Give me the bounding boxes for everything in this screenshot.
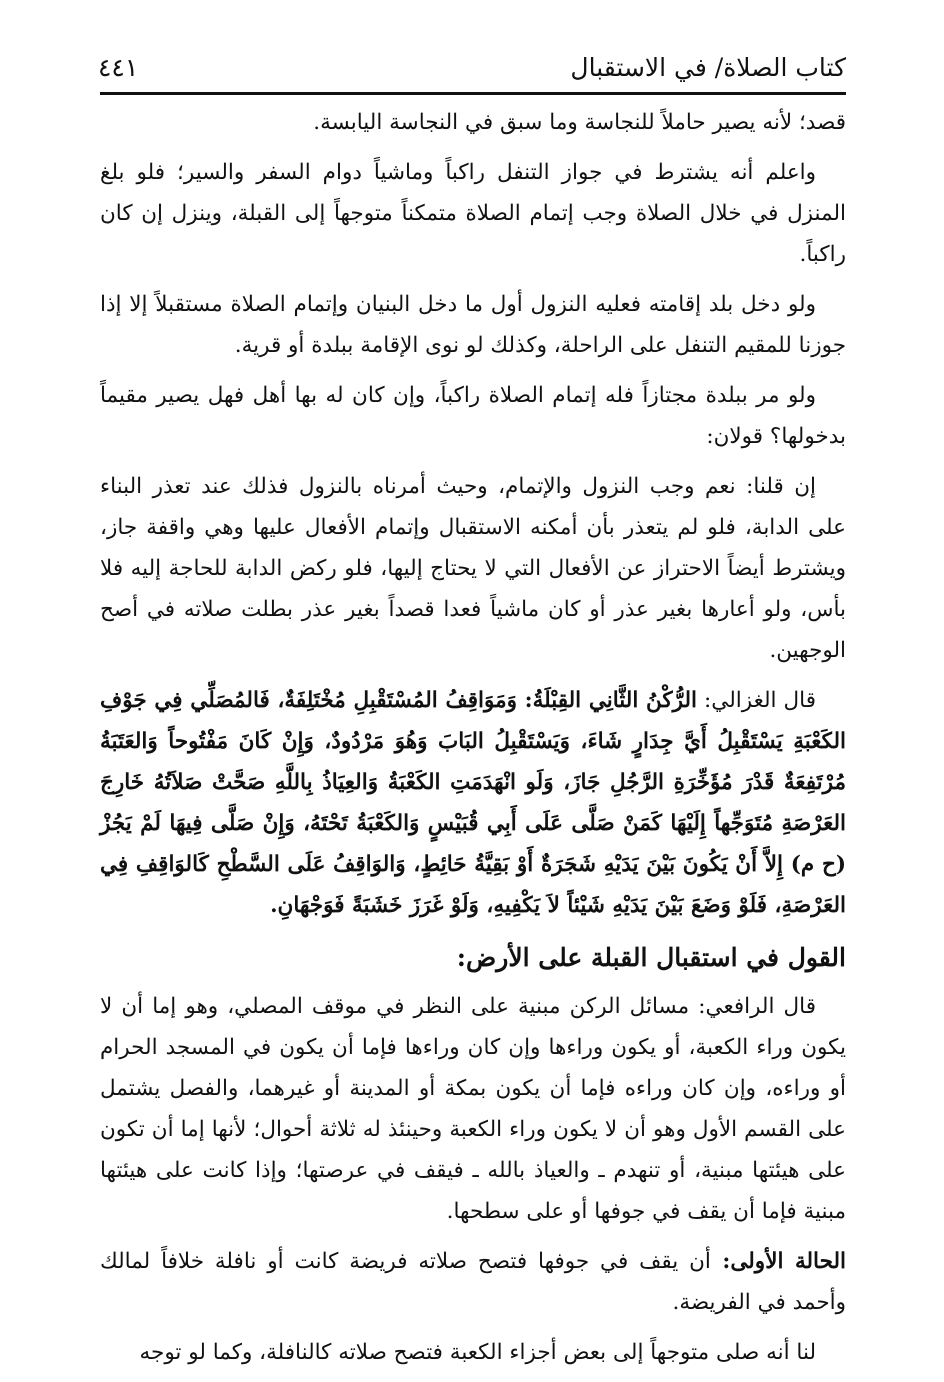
paragraph-1: قصد؛ لأنه يصير حاملاً للنجاسة وما سبق في النجاسة اليابسة. [313,110,846,135]
ghazali-paragraph [100,680,846,926]
case-one-text: أن يقف في جوفها فتصح صلاته فريضة كانت أو نافلة خلافاً لمالك وأحمد في الفريضة. [100,1249,846,1315]
paragraph-5: إن قلنا: نعم وجب النزول والإتمام، وحيث أمرناه بالنزول فذلك عند تعذر البناء على الدابة، فلو لم يتعذر بأن أمكنه الاستقبال وإتمام الأفعال عليها وهي واقفة جاز، ويشترط أيضاً الاحتراز عن الأفعال التي لا يحتاج إليها، فلو ركض الدابة للحاجة إليه فلا بأس، ولو أعارها بغير عذر أو كان ماشياً فعدا قصداً بغير عذر بطلت صلاته في أصح الوجهين. [100,474,846,663]
page-number: ٤٤١ [98,53,139,82]
ghazali-intro: قال الغزالي: [697,688,816,713]
header-rule [100,92,846,95]
paragraph-4: ولو مر ببلدة مجتازاً فله إتمام الصلاة راكباً، وإن كان له بها أهل فهل يصير مقيماً بدخولها؟ قولان: [100,383,846,449]
section-heading: القول في استقبال القبلة على الأرض: [456,943,846,972]
header-title: كتاب الصلاة/ في الاستقبال [570,53,846,82]
page-body [100,102,846,1382]
paragraph-8: لنا أنه صلى متوجهاً إلى بعض أجزاء الكعبة فتصح صلاته كالنافلة، وكما لو توجه [139,1340,816,1365]
paragraph-2: واعلم أنه يشترط في جواز التنفل راكباً وماشياً دوام السفر والسير؛ فلو بلغ المنزل في خلال الصلاة وجب إتمام الصلاة متمكناً متوجهاً إلى القبلة، وينزل إن كان راكباً. [100,160,846,267]
paragraph-6: قال الرافعي: مسائل الركن مبنية على النظر في موقف المصلي، وهو إما أن لا يكون وراء الكعبة، أو يكون وراءها وإن كان وراءها فإما أن يكون في المسجد الحرام أو وراءه، وإن كان وراءه فإما أن يكون بمكة أو المدينة أو غيرهما، والفصل يشتمل على القسم الأول وهو أن لا يكون وراء الكعبة وحينئذ له ثلاثة أحوال؛ لأنها إما أن تكون على هيئتها مبنية، أو تنهدم ـ والعياذ بالله ـ فيقف في عرصتها؛ وإذا كانت على هيئتها مبنية فإما أن يقف في جوفها أو على سطحها. [100,994,846,1224]
paragraph-7 [100,1241,846,1323]
case-one-label: الحالة الأولى: [710,1249,846,1274]
running-header [98,38,846,82]
paragraph-3: ولو دخل بلد إقامته فعليه النزول أول ما دخل البنيان وإتمام الصلاة مستقبلاً إلا إذا جوزنا للمقيم التنفل على الراحلة، وكذلك لو نوى الإقامة ببلدة أو قرية. [100,292,846,358]
ghazali-text: الرُّكْنُ الثَّانِي القِبْلَةُ: وَمَوَاقِفُ المُسْتَقْبِلِ مُخْتَلِفَةٌ، فَالمُصَلِّي فِي جَوْفِ الكَعْبَةِ يَسْتَقْبِلُ أَيَّ جِدَارٍ شَاءَ، وَيَسْتَقْبِلُ البَابَ وَهُوَ مَرْدُودٌ، وَإِنْ كَانَ مَفْتُوحاً وَالعَتَبَةُ مُرْتَفِعَةٌ قَدْرَ مُؤَخِّرَةِ الرَّجُلِ جَازَ، وَلَو انْهَدَمَتِ الكَعْبَةُ وَالعِيَاذُ بِاللَّهِ صَحَّتْ صَلاَتُهُ خَارِجَ العَرْصَةِ مُتَوَجِّهاً إِلَيْهَا كَمَنْ صَلَّى عَلَى أَبِي قُبَيْسٍ وَالكَعْبَةُ تَحْتَهُ، وَإِنْ صَلَّى فِيهَا لَمْ يَجُزْ (ح م) إِلاَّ أَنْ يَكُونَ بَيْنَ يَدَيْهِ شَجَرَةٌ أَوْ بَقِيَّةُ حَائِطٍ، وَالوَاقِفُ عَلَى السَّطْحِ كَالوَاقِفِ فِي العَرْصَةِ، فَلَوْ وَضَعَ بَيْنَ يَدَيْهِ شَيْئاً لاَ يَكْفِيهِ، وَلَوْ غَرَزَ خَشَبَةً فَوَجْهَانِ. [100,688,846,918]
